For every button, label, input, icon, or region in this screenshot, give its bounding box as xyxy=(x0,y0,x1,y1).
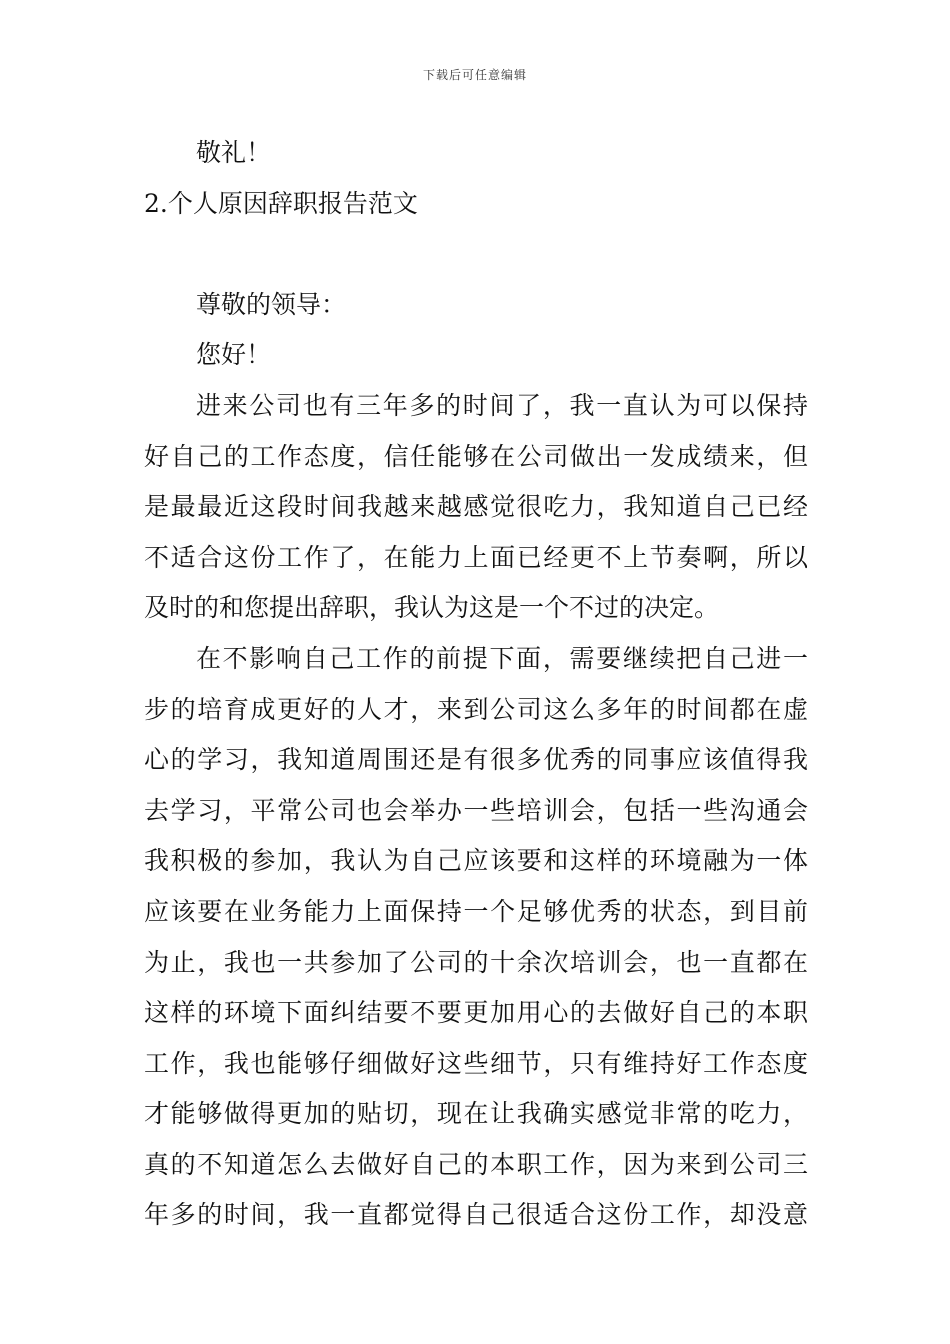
paragraph-line: 我积极的参加，我认为自己应该要和这样的环境融为一体 xyxy=(144,846,808,876)
paragraph-line: 是最最近这段时间我越来越感觉很吃力，我知道自己已经 xyxy=(144,492,808,522)
blank-line xyxy=(144,229,808,280)
paragraph-2 xyxy=(144,634,808,1241)
paragraph-line: 好自己的工作态度，信任能够在公司做出一发成绩来，但 xyxy=(144,441,808,471)
paragraph-line: 在不影响自己工作的前提下面，需要继续把自己进一 xyxy=(196,643,808,673)
paragraph-line: 及时的和您提出辞职，我认为这是一个不过的决定。 xyxy=(144,593,720,623)
paragraph-line: 心的学习，我知道周围还是有很多优秀的同事应该值得我 xyxy=(144,745,808,775)
paragraph-line: 工作，我也能够仔细做好这些细节，只有维持好工作态度 xyxy=(144,1048,808,1078)
paragraph-line: 去学习，平常公司也会举办一些培训会，包括一些沟通会 xyxy=(144,795,808,825)
paragraph-line: 步的培育成更好的人才，来到公司这么多年的时间都在虚 xyxy=(144,694,808,724)
salutation-line: 尊敬的领导： xyxy=(196,289,347,319)
paragraph-line: 这样的环境下面纠结要不要更加用心的去做好自己的本职 xyxy=(144,998,808,1028)
document-body xyxy=(144,128,808,1241)
paragraph-line: 才能够做得更加的贴切，现在让我确实感觉非常的吃力， xyxy=(144,1099,808,1129)
section-title: 2.个人原因辞职报告范文 xyxy=(144,188,418,218)
paragraph-line: 为止，我也一共参加了公司的十余次培训会，也一直都在 xyxy=(144,947,808,977)
closing-line: 敬礼！ xyxy=(196,138,272,167)
header-note: 下载后可任意编辑 xyxy=(422,68,527,82)
paragraph-line: 年多的时间，我一直都觉得自己很适合这份工作，却没意 xyxy=(144,1200,808,1230)
paragraph-line: 不适合这份工作了，在能力上面已经更不上节奏啊，所以 xyxy=(144,542,808,572)
paragraph-line: 应该要在业务能力上面保持一个足够优秀的状态，到目前 xyxy=(144,896,808,926)
paragraph-1 xyxy=(144,381,808,634)
greeting-line: 您好！ xyxy=(196,340,272,370)
paragraph-line: 真的不知道怎么去做好自己的本职工作，因为来到公司三 xyxy=(144,1149,808,1179)
paragraph-line: 进来公司也有三年多的时间了，我一直认为可以保持 xyxy=(196,390,808,420)
